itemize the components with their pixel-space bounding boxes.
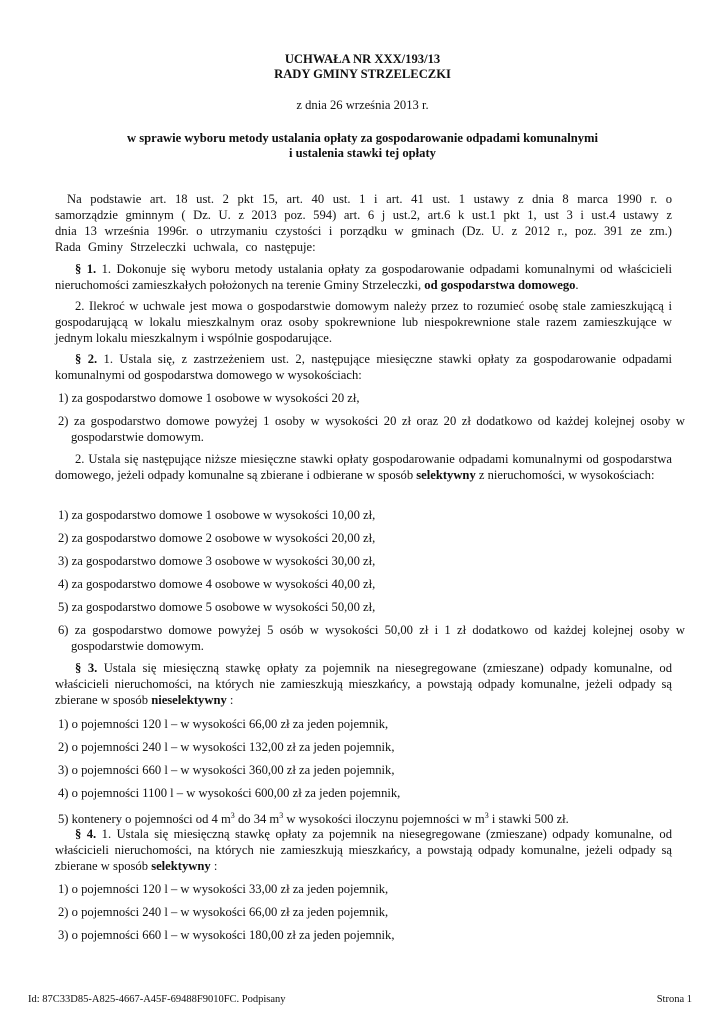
section-2-p2-bold: selektywny: [416, 468, 476, 482]
section-2-list2-item: 4) za gospodarstwo domowe 4 osobowe w wysokości 40,00 zł,: [58, 577, 376, 591]
section-4-paragraph: [55, 826, 672, 874]
subject-line-2: i ustalenia stawki tej opłaty: [289, 146, 436, 160]
page-number: Strona 1: [656, 994, 692, 1005]
section-3-end: :: [226, 693, 234, 707]
item5-part-d: i stawki 500 zł.: [488, 812, 569, 827]
section-3-paragraph: [55, 660, 672, 708]
superscript: 3: [230, 811, 235, 820]
subject-line-1: w sprawie wyboru metody ustalania opłaty za gospodarowanie odpadami komunalnymi: [126, 131, 599, 145]
superscript: 3: [484, 811, 489, 820]
section-3-list-item: 1) o pojemności 120 l – w wysokości 66,00 zł za jeden pojemnik,: [58, 717, 389, 731]
section-4-list-item: 3) o pojemności 660 l – w wysokości 180,00 zł za jeden pojemnik,: [58, 928, 395, 942]
section-3-list-item: 2) o pojemności 240 l – w wysokości 132,00 zł za jeden pojemnik,: [58, 740, 395, 754]
item5-part-a: 5) kontenery o pojemności od 4 m: [58, 812, 231, 827]
section-1-paragraph-1: [55, 261, 672, 293]
section-4-end: :: [210, 859, 218, 873]
title-line-2: RADY GMINY STRZELECZKI: [274, 67, 451, 81]
section-2-list2-item: 5) za gospodarstwo domowe 5 osobowe w wysokości 50,00 zł,: [58, 600, 376, 614]
section-1-paragraph-2: 2. Ilekroć w uchwale jest mowa o gospodarstwie domowym należy przez to rozumieć osobę stale zamieszkującą i gospodarującą w lokalu mieszkalnym oraz osoby spokrewnione lub niespokrewnione stale razem zamieszkujące w jednym lokalu mieszkalnym i wspólnie gospodarujące.: [55, 299, 672, 345]
title-line-1: UCHWAŁA NR XXX/193/13: [284, 52, 441, 66]
section-4-label: § 4.: [75, 827, 97, 841]
section-4-bold: selektywny: [151, 859, 211, 873]
section-2-list2-item: 6) za gospodarstwo domowe powyżej 5 osób w wysokości 50,00 zł i 1 zł dodatkowo od każdej kolejnej osoby w gospodarstwie domowym.: [58, 623, 685, 653]
section-3-list-item: 3) o pojemności 660 l – w wysokości 360,00 zł za jeden pojemnik,: [58, 763, 395, 777]
section-3-bold: nieselektywny: [151, 693, 227, 707]
section-2-paragraph-2: [55, 451, 672, 483]
section-4-list-item: 1) o pojemności 120 l – w wysokości 33,00 zł za jeden pojemnik,: [58, 882, 389, 896]
section-2-list2-item: 1) za gospodarstwo domowe 1 osobowe w wysokości 10,00 zł,: [58, 508, 376, 522]
section-2-list1-item: 2) za gospodarstwo domowe powyżej 1 osoby w wysokości 20 zł oraz 20 zł dodatkowo od każdej kolejnej osoby w gospodarstwie domowym.: [58, 414, 685, 444]
section-4-list-item: 2) o pojemności 240 l – w wysokości 66,00 zł za jeden pojemnik,: [58, 905, 389, 919]
section-2-p2-end: z nieruchomości, w wysokościach:: [475, 468, 655, 482]
section-2-paragraph-1: [55, 351, 672, 383]
section-3-text: Ustala się miesięczną stawkę opłaty za pojemnik na niesegregowane (zmieszane) odpady komunalne, od właścicieli nieruchomości, na których nie zamieszkują mieszkańcy, a powstają odpady komunalne, jeżeli odpady są zbierane w sposób: [55, 661, 673, 707]
superscript: 3: [279, 811, 284, 820]
section-3-label: § 3.: [75, 661, 98, 675]
document-id: Id: 87C33D85-A825-4667-A45F-69488F9010FC. Podpisany: [28, 994, 286, 1005]
section-2-label: § 2.: [75, 352, 98, 366]
section-2-list2-item: 3) za gospodarstwo domowe 3 osobowe w wysokości 30,00 zł,: [58, 554, 376, 568]
resolution-date: z dnia 26 września 2013 r.: [296, 98, 429, 112]
section-3-list-item: 4) o pojemności 1100 l – w wysokości 600,00 zł za jeden pojemnik,: [58, 786, 401, 800]
resolution-title: [55, 52, 670, 82]
section-2-text: 1. Ustala się, z zastrzeżeniem ust. 2, następujące miesięczne stawki opłaty za gospodarowanie odpadami komunalnymi od gospodarstwa domowego w wysokościach:: [55, 352, 672, 382]
item5-part-c: w wysokości iloczynu pojemności w m: [283, 812, 485, 827]
section-2-list2-item: 2) za gospodarstwo domowe 2 osobowe w wysokości 20,00 zł,: [58, 531, 376, 545]
preamble: Na podstawie art. 18 ust. 2 pkt 15, art. 40 ust. 1 i art. 41 ust. 1 ustawy z dnia 8 marca 1990 r. o samorządzie gminnym ( Dz. U. z 2013 poz. 594) art. 6 j ust.2, art.6 k ust.1 pkt 1, ust 3 i ust.4 ustawy z dnia 13 września 1996r. o utrzymaniu czystości i porządku w gminach (Dz. U. z 2012 r., poz. 391 ze zm.) Rada Gminy Strzeleczki uchwala, co następuje:: [55, 192, 672, 254]
section-2-p2-text: 2. Ustala się następujące niższe miesięczne stawki opłaty gospodarowanie odpadami komunalnymi od gospodarstwa domowego, jeżeli odpady komunalne są zbierane i odbierane w sposób: [55, 452, 672, 482]
section-1-bold: od gospodarstwa domowego: [424, 278, 576, 292]
item5-part-b: do 34 m: [234, 812, 280, 827]
section-2-list1-item: 1) za gospodarstwo domowe 1 osobowe w wysokości 20 zł,: [58, 391, 360, 405]
section-1-label: § 1.: [75, 262, 97, 276]
section-3-list-item-5: [58, 808, 685, 827]
section-1-text: 1. Dokonuje się wyboru metody ustalania opłaty za gospodarowanie odpadami komunalnymi od właścicieli nieruchomości zamieszkałych położonych na terenie Gminy Strzeleczki,: [55, 262, 673, 292]
section-4-text: 1. Ustala się miesięczną stawkę opłaty za pojemnik na niesegregowane (zmieszane) odpady komunalne, od właścicieli nieruchomości, na których nie zamieszkują mieszkańcy, a powstają odpady komunalne, jeżeli odpady są zbierane w sposób: [55, 827, 673, 873]
resolution-subject: [55, 131, 670, 161]
section-1-end: .: [575, 278, 579, 292]
